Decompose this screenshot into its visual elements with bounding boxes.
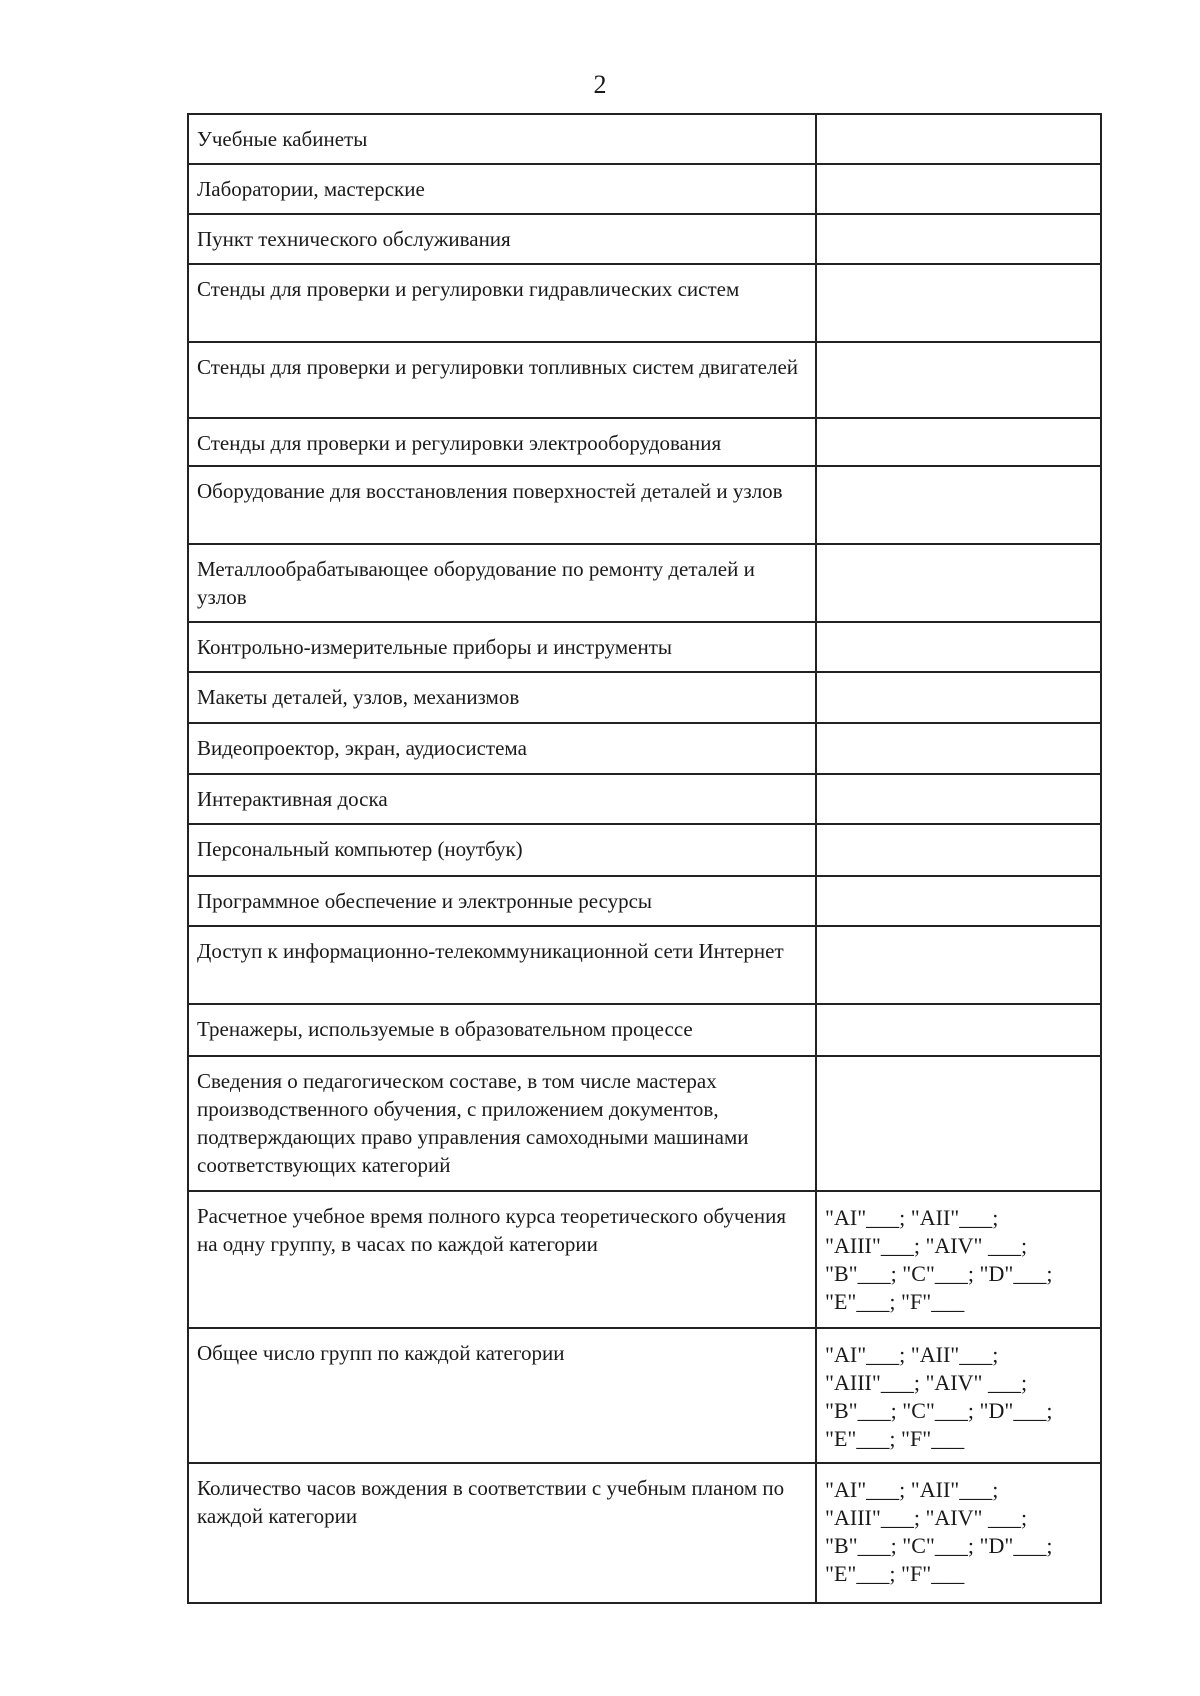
category-line: "B"___; "C"___; "D"___;: [825, 1261, 1053, 1286]
table-row: [188, 164, 1101, 214]
row-label: Контрольно-измерительные приборы и инструменты: [188, 622, 816, 672]
row-label: Металлообрабатывающее оборудование по ремонту деталей и узлов: [188, 544, 816, 622]
table-row: [188, 418, 1101, 466]
page-number: 2: [593, 70, 607, 99]
table-row: [188, 1463, 1101, 1603]
table-row: [188, 774, 1101, 824]
row-label: Лаборатории, мастерские: [188, 164, 816, 214]
row-label: Расчетное учебное время полного курса теоретического обучения на одну группу, в часах по каждой категории: [188, 1191, 816, 1328]
row-label: Программное обеспечение и электронные ресурсы: [188, 876, 816, 926]
category-line: "AI"___; "AII"___;: [825, 1205, 999, 1230]
row-value: [816, 214, 1101, 264]
row-label: Количество часов вождения в соответствии с учебным планом по каждой категории: [188, 1463, 816, 1603]
row-value: [816, 164, 1101, 214]
table-row: [188, 1004, 1101, 1056]
row-value: [816, 876, 1101, 926]
row-value: [816, 418, 1101, 466]
row-label: Доступ к информационно-телекоммуникационной сети Интернет: [188, 926, 816, 1004]
table-row: [188, 1328, 1101, 1463]
row-value: [816, 622, 1101, 672]
row-value: [816, 264, 1101, 342]
category-line: "AI"___; "AII"___;: [825, 1342, 999, 1367]
row-value: [816, 1004, 1101, 1056]
row-label: Макеты деталей, узлов, механизмов: [188, 672, 816, 723]
row-value: [816, 672, 1101, 723]
row-value: [816, 1328, 1101, 1463]
category-line: "E"___; "F"___: [825, 1426, 965, 1451]
row-value: [816, 774, 1101, 824]
table-row: [188, 622, 1101, 672]
category-line: "B"___; "C"___; "D"___;: [825, 1533, 1053, 1558]
table-row: [188, 876, 1101, 926]
table-row: [188, 926, 1101, 1004]
table-row: [188, 1056, 1101, 1191]
table-row: [188, 466, 1101, 544]
form-table: [187, 113, 1102, 1604]
row-label: Стенды для проверки и регулировки гидравлических систем: [188, 264, 816, 342]
row-value: [816, 114, 1101, 164]
row-value: [816, 1463, 1101, 1603]
row-value: [816, 723, 1101, 774]
row-value: [816, 1056, 1101, 1191]
row-label: Общее число групп по каждой категории: [188, 1328, 816, 1463]
category-line: "B"___; "C"___; "D"___;: [825, 1398, 1053, 1423]
row-value: [816, 544, 1101, 622]
category-line: "E"___; "F"___: [825, 1561, 965, 1586]
row-label: Персональный компьютер (ноутбук): [188, 824, 816, 876]
row-label: Стенды для проверки и регулировки топливных систем двигателей: [188, 342, 816, 418]
row-value: [816, 926, 1101, 1004]
row-label: Учебные кабинеты: [188, 114, 816, 164]
category-line: "E"___; "F"___: [825, 1289, 965, 1314]
table-row: [188, 723, 1101, 774]
row-label: Стенды для проверки и регулировки электрооборудования: [188, 418, 816, 466]
row-value: [816, 1191, 1101, 1328]
row-label: Пункт технического обслуживания: [188, 214, 816, 264]
row-label: Оборудование для восстановления поверхностей деталей и узлов: [188, 466, 816, 544]
category-line: "AIII"___; "AIV" ___;: [825, 1370, 1028, 1395]
category-line: "AI"___; "AII"___;: [825, 1477, 999, 1502]
row-label: Интерактивная доска: [188, 774, 816, 824]
table-row: [188, 672, 1101, 723]
table-row: [188, 114, 1101, 164]
row-label: Видеопроектор, экран, аудиосистема: [188, 723, 816, 774]
table-row: [188, 1191, 1101, 1328]
category-line: "AIII"___; "AIV" ___;: [825, 1505, 1028, 1530]
table-row: [188, 264, 1101, 342]
table-row: [188, 342, 1101, 418]
table-row: [188, 824, 1101, 876]
table-row: [188, 214, 1101, 264]
row-value: [816, 466, 1101, 544]
row-label: Сведения о педагогическом составе, в том числе мастерах производственного обучения, с приложением документов, подтверждающих право управления самоходными машинами соответствующих категорий: [188, 1056, 816, 1191]
table-row: [188, 544, 1101, 622]
row-value: [816, 824, 1101, 876]
category-line: "AIII"___; "AIV" ___;: [825, 1233, 1028, 1258]
row-value: [816, 342, 1101, 418]
row-label: Тренажеры, используемые в образовательном процессе: [188, 1004, 816, 1056]
